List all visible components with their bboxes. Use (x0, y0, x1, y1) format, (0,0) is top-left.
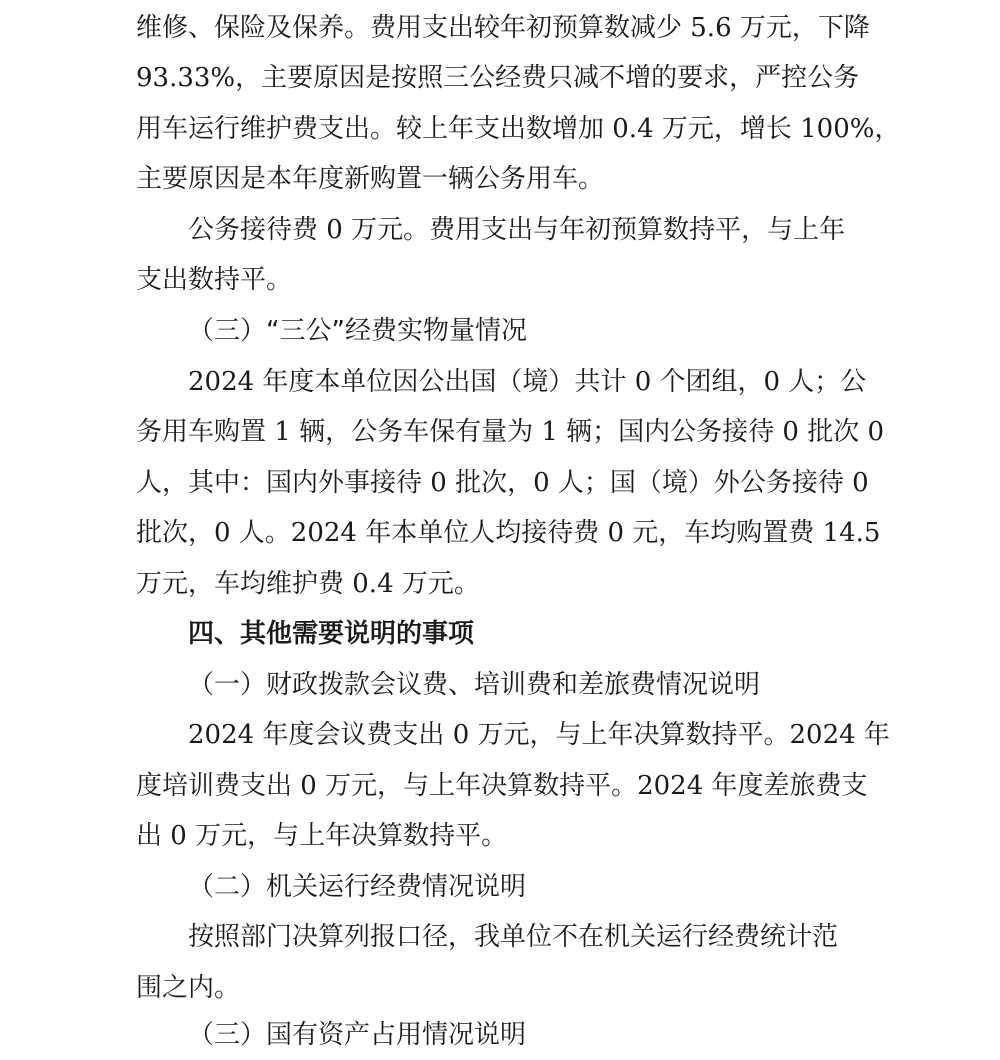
section-heading-meeting-training-travel: （一）财政拨款会议费、培训费和差旅费情况说明 (188, 670, 761, 700)
text-line: 人，其中：国内外事接待 0 批次，0 人；国（境）外公务接待 0 (136, 468, 869, 498)
text-line: 用车运行维护费支出。较上年支出数增加 0.4 万元，增长 100%， (136, 114, 901, 144)
section-heading-other-matters: 四、其他需要说明的事项 (188, 619, 475, 649)
text-line: 出 0 万元，与上年决算数持平。 (136, 821, 508, 851)
section-heading-state-assets: （三）国有资产占用情况说明 (188, 1020, 527, 1050)
paragraph-operating-expenses: 按照部门决算列报口径，我单位不在机关运行经费统计范 (188, 922, 839, 952)
paragraph-physical-quantity: 2024 年度本单位因公出国（境）共计 0 个团组，0 人；公 (188, 367, 867, 397)
section-heading-physical-quantity: （三）“三公”经费实物量情况 (188, 316, 527, 346)
text-line: 万元，车均维护费 0.4 万元。 (136, 569, 480, 599)
text-line: 主要原因是本年度新购置一辆公务用车。 (136, 164, 605, 194)
text-line: 93.33%，主要原因是按照三公经费只减不增的要求，严控公务 (136, 63, 860, 93)
paragraph-reception-fee: 公务接待费 0 万元。费用支出与年初预算数持平，与上年 (188, 215, 846, 245)
text-line: 支出数持平。 (136, 265, 293, 295)
text-line: 维修、保险及保养。费用支出较年初预算数减少 5.6 万元，下降 (136, 13, 870, 43)
text-line: 度培训费支出 0 万元，与上年决算数持平。2024 年度差旅费支 (136, 771, 868, 801)
text-line: 围之内。 (136, 973, 241, 1003)
paragraph-meeting-training-travel: 2024 年度会议费支出 0 万元，与上年决算数持平。2024 年 (188, 720, 890, 750)
section-heading-operating-expenses: （二）机关运行经费情况说明 (188, 872, 527, 902)
text-line: 批次，0 人。2024 年本单位人均接待费 0 元，车均购置费 14.5 (136, 518, 881, 548)
text-line: 务用车购置 1 辆，公务车保有量为 1 辆；国内公务接待 0 批次 0 (136, 417, 885, 447)
